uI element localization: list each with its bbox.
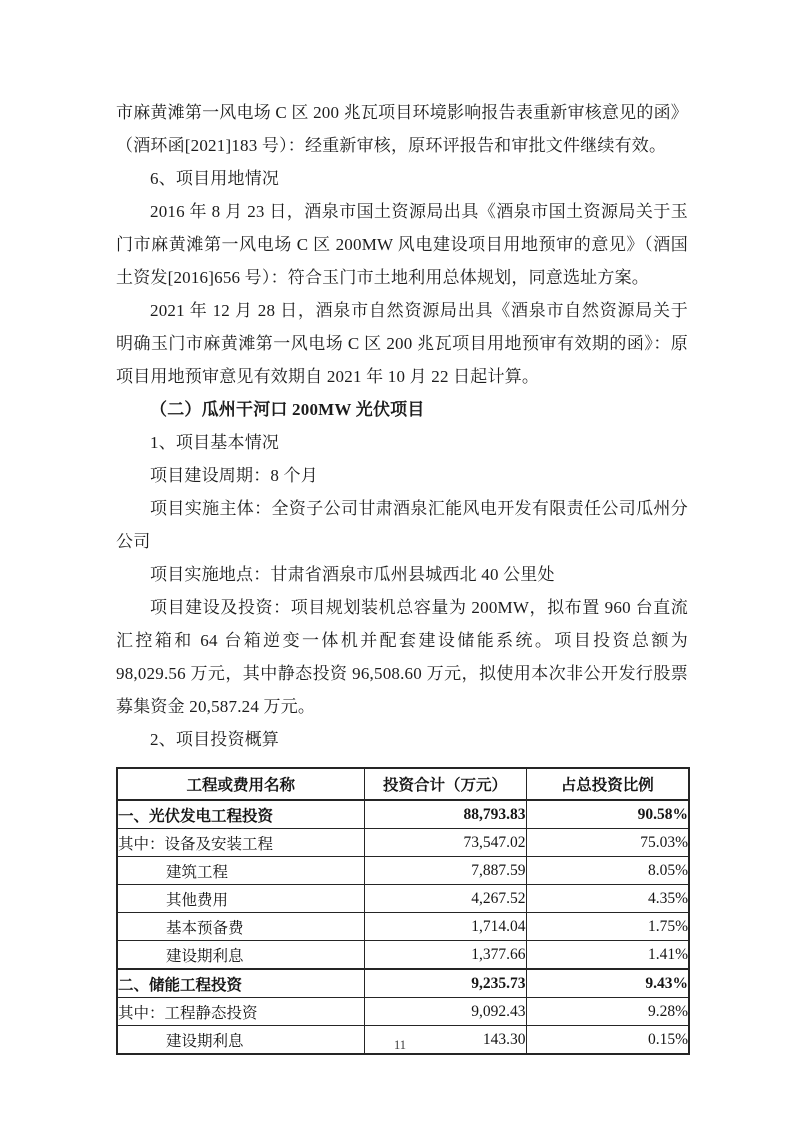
table-row: [117, 885, 689, 913]
heading-land-use: 6、项目用地情况: [150, 169, 280, 188]
cell-item-name: 其中：设备及安装工程: [117, 829, 364, 857]
cell-item-name: 建筑工程: [117, 857, 364, 885]
cell-ratio: 1.41%: [526, 941, 689, 970]
cell-amount: 88,793.83: [364, 800, 526, 829]
table-row: [117, 800, 689, 829]
cell-item-name: 其中：工程静态投资: [117, 998, 364, 1026]
paragraph-land-preapproval-2021: 2021 年 12 月 28 日，酒泉市自然资源局出具《酒泉市自然资源局关于明确玉门市麻黄滩第一风电场 C 区 200 兆瓦项目用地预审有效期的函》：原项目用地预审意见有效期自 2021 年 10 月 22 日起计算。: [116, 301, 688, 386]
line-implementing-entity: 项目实施主体：全资子公司甘肃酒泉汇能风电开发有限责任公司瓜州分公司: [116, 499, 688, 551]
header-investment-ratio: 占总投资比例: [526, 768, 689, 800]
table-row: [117, 857, 689, 885]
cell-item-name: 建设期利息: [117, 1026, 364, 1055]
cell-amount: 7,887.59: [364, 857, 526, 885]
cell-amount: 1,714.04: [364, 913, 526, 941]
header-investment-total: 投资合计（万元）: [364, 768, 526, 800]
heading-guazhou-pv-project: （二）瓜州干河口 200MW 光伏项目: [150, 400, 425, 419]
paragraph-continuation: 市麻黄滩第一风电场 C 区 200 兆瓦项目环境影响报告表重新审核意见的函》（酒环函[2021]183 号）：经重新审核，原环评报告和审批文件继续有效。: [116, 103, 688, 155]
line-project-location: 项目实施地点：甘肃省酒泉市瓜州县城西北 40 公里处: [150, 565, 555, 584]
cell-item-name: 一、光伏发电工程投资: [117, 800, 364, 829]
cell-amount: 143.30: [364, 1026, 526, 1055]
table-row: [117, 829, 689, 857]
page-number: 11: [393, 1038, 407, 1052]
table-row: [117, 998, 689, 1026]
table-row: [117, 913, 689, 941]
cell-ratio: 1.75%: [526, 913, 689, 941]
cell-item-name: 二、储能工程投资: [117, 969, 364, 998]
cell-ratio: 9.43%: [526, 969, 689, 998]
table-row: [117, 941, 689, 970]
heading-project-basic-info: 1、项目基本情况: [150, 433, 280, 452]
cell-amount: 9,235.73: [364, 969, 526, 998]
cell-ratio: 4.35%: [526, 885, 689, 913]
cell-amount: 1,377.66: [364, 941, 526, 970]
cell-amount: 73,547.02: [364, 829, 526, 857]
cell-item-name: 其他费用: [117, 885, 364, 913]
cell-amount: 4,267.52: [364, 885, 526, 913]
cell-item-name: 建设期利息: [117, 941, 364, 970]
table-row: [117, 969, 689, 998]
cell-ratio: 90.58%: [526, 800, 689, 829]
cell-ratio: 75.03%: [526, 829, 689, 857]
investment-estimate-table: [116, 767, 690, 1055]
heading-investment-estimate: 2、项目投资概算: [150, 730, 280, 749]
cell-ratio: 0.15%: [526, 1026, 689, 1055]
document-body: [116, 96, 688, 1055]
cell-ratio: 9.28%: [526, 998, 689, 1026]
cell-item-name: 基本预备费: [117, 913, 364, 941]
cell-ratio: 8.05%: [526, 857, 689, 885]
line-construction-period: 项目建设周期：8 个月: [150, 466, 318, 485]
paragraph-construction-investment: 项目建设及投资：项目规划装机总容量为 200MW，拟布置 960 台直流汇控箱和 64 台箱逆变一体机并配套建设储能系统。项目投资总额为 98,029.56 万元，其中静态投资 96,508.60 万元，拟使用本次非公开发行股票募集资金 20,587.24 万元。: [116, 598, 688, 716]
table-header-row: [117, 768, 689, 800]
paragraph-land-preapproval-2016: 2016 年 8 月 23 日，酒泉市国土资源局出具《酒泉市国土资源局关于玉门市麻黄滩第一风电场 C 区 200MW 风电建设项目用地预审的意见》（酒国土资发[2016]656 号）：符合玉门市土地利用总体规划，同意选址方案。: [116, 202, 688, 287]
header-item-name: 工程或费用名称: [117, 768, 364, 800]
cell-amount: 9,092.43: [364, 998, 526, 1026]
